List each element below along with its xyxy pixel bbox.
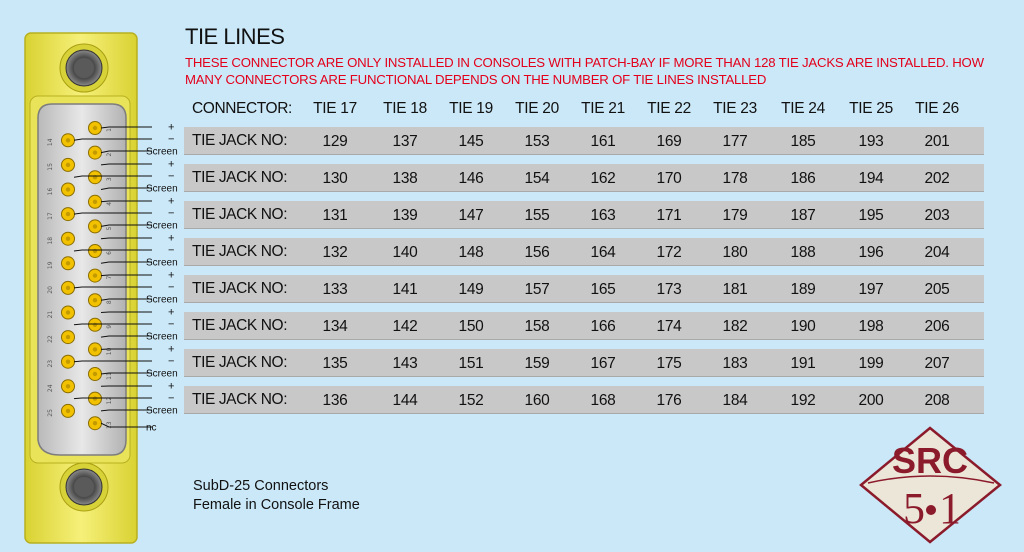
pin-18-hole [66, 237, 70, 241]
tie-jack-number: 140 [392, 244, 418, 261]
pin-number: 13 [106, 421, 113, 430]
pin-19-hole [66, 261, 70, 265]
row-label: TIE JACK NO: [192, 354, 288, 371]
tie-jack-number: 146 [458, 170, 484, 187]
pin-4-hole [93, 200, 97, 204]
tie-jack-number: 169 [656, 133, 682, 150]
channel-8-plus-label: + [168, 380, 175, 393]
tie-jack-number: 157 [524, 281, 550, 298]
tie-jack-number: 131 [322, 207, 348, 224]
column-header: TIE 20 [515, 100, 559, 117]
connector-header-label: CONNECTOR: [192, 100, 292, 117]
pin-13-hole [93, 421, 97, 425]
pin-1-hole [93, 126, 97, 130]
pin-24-hole [66, 384, 70, 388]
tie-jack-number: 171 [656, 207, 682, 224]
channel-8-screen-label: Screen [146, 405, 178, 417]
pin-number: 6 [106, 251, 113, 255]
tie-jack-number: 132 [322, 244, 348, 261]
channel-5-plus-label: + [168, 269, 175, 282]
pin-number: 11 [106, 372, 113, 380]
pin-number: 20 [47, 286, 54, 294]
tie-jack-number: 193 [858, 133, 884, 150]
channel-5-minus-label: − [168, 281, 175, 294]
tie-jack-number: 192 [790, 392, 816, 409]
pin-number: 5 [106, 226, 113, 231]
pin-number: 25 [47, 409, 54, 417]
channel-3-plus-label: + [168, 195, 175, 208]
row-label: TIE JACK NO: [192, 391, 288, 408]
tie-jack-number: 189 [790, 281, 816, 298]
tie-jack-number: 129 [322, 133, 348, 150]
pin-number: 15 [47, 163, 54, 171]
pin-number: 3 [106, 177, 113, 182]
pin-number: 17 [47, 212, 54, 220]
tie-jack-number: 139 [392, 207, 418, 224]
channel-2-minus-label: − [168, 170, 175, 183]
tie-jack-number: 160 [524, 392, 550, 409]
tie-jack-number: 152 [458, 392, 484, 409]
src-logo [858, 425, 1003, 545]
tie-jack-number: 194 [858, 170, 884, 187]
channel-5-screen-label: Screen [146, 294, 178, 306]
tie-jack-number: 162 [590, 170, 616, 187]
tie-jack-number: 186 [790, 170, 816, 187]
tie-jack-number: 179 [722, 207, 748, 224]
tie-jack-number: 161 [590, 133, 616, 150]
channel-4-screen-label: Screen [146, 257, 178, 269]
pin-number: 2 [106, 152, 113, 157]
tie-jack-number: 190 [790, 318, 816, 335]
logo-five-text: 5 [903, 484, 925, 533]
tie-jack-number: 205 [924, 281, 950, 298]
pin-number: 10 [106, 347, 113, 356]
tie-jack-number: 173 [656, 281, 682, 298]
pin-number: 9 [106, 324, 113, 329]
column-header: TIE 26 [915, 100, 959, 117]
channel-7-screen-label: Screen [146, 368, 178, 380]
tie-jack-number: 150 [458, 318, 484, 335]
pin-number: 18 [47, 236, 54, 245]
pin-15-hole [66, 163, 70, 167]
pin-20-hole [66, 286, 70, 290]
tie-jack-number: 174 [656, 318, 682, 335]
channel-4-plus-label: + [168, 232, 175, 245]
channel-6-plus-wire [101, 312, 152, 313]
pin-number: 21 [47, 310, 54, 319]
logo-src-text: SRC [891, 440, 969, 481]
channel-3-minus-label: − [168, 207, 175, 220]
channel-2-screen-label: Screen [146, 183, 178, 195]
row-label: TIE JACK NO: [192, 169, 288, 186]
tie-jack-number: 151 [458, 355, 484, 372]
channel-1-minus-label: − [168, 133, 175, 146]
tie-jack-number: 208 [924, 392, 950, 409]
tie-jack-number: 154 [524, 170, 550, 187]
pin-number: 23 [47, 359, 54, 368]
tie-jack-number: 191 [790, 355, 816, 372]
pin-23-hole [66, 360, 70, 364]
tie-jack-number: 141 [392, 281, 418, 298]
tie-jack-number: 145 [458, 133, 484, 150]
pin-12-hole [93, 396, 97, 400]
tie-jack-number: 155 [524, 207, 550, 224]
column-header: TIE 24 [781, 100, 825, 117]
channel-6-screen-label: Screen [146, 331, 178, 343]
tie-jack-number: 201 [924, 133, 950, 150]
tie-jack-number: 133 [322, 281, 348, 298]
tie-jack-number: 165 [590, 281, 616, 298]
tie-jack-number: 144 [392, 392, 418, 409]
tie-jack-number: 149 [458, 281, 484, 298]
tie-jack-number: 158 [524, 318, 550, 335]
column-header: TIE 17 [313, 100, 357, 117]
pin-22-hole [66, 335, 70, 339]
page-title: TIE LINES [185, 24, 285, 49]
channel-3-screen-label: Screen [146, 220, 178, 232]
column-header: TIE 23 [713, 100, 757, 117]
connector-caption [193, 477, 360, 515]
tie-jack-number: 181 [722, 281, 748, 298]
channel-1-plus-label: + [168, 121, 175, 134]
tie-jack-number: 153 [524, 133, 550, 150]
installation-note: THESE CONNECTOR ARE ONLY INSTALLED IN CONSOLES WITH PATCH-BAY IF MORE THAN 128 TIE JACKS ARE INSTALLED. HOW MANY CONNECTORS ARE FUNCTIONAL DEPENDS ON THE NUMBER OF TIE LINES INSTALLED [185, 55, 984, 87]
pin-number: 22 [47, 335, 54, 343]
tie-jack-number: 203 [924, 207, 950, 224]
pin-5-hole [93, 224, 97, 228]
tie-jack-number: 176 [656, 392, 682, 409]
channel-7-plus-label: + [168, 343, 175, 356]
tie-jack-number: 138 [392, 170, 418, 187]
pin-6-hole [93, 249, 97, 253]
tie-jack-number: 184 [722, 392, 748, 409]
tie-jack-number: 195 [858, 207, 884, 224]
pin-25-hole [66, 409, 70, 413]
subd25-connector-diagram [0, 0, 190, 552]
pin-10-hole [93, 347, 97, 351]
pin-8-hole [93, 298, 97, 302]
channel-2-plus-label: + [168, 158, 175, 171]
tie-jack-number: 147 [458, 207, 484, 224]
tie-jack-number: 135 [322, 355, 348, 372]
pin-13-nc-label: nc [146, 422, 157, 434]
tie-jack-number: 156 [524, 244, 550, 261]
channel-4-minus-label: − [168, 244, 175, 257]
caption-line-2: Female in Console Frame [193, 497, 360, 513]
pin-number: 4 [106, 201, 113, 206]
channel-8-minus-label: − [168, 392, 175, 405]
tie-jack-number: 148 [458, 244, 484, 261]
column-header: TIE 18 [383, 100, 427, 117]
caption-line-1: SubD-25 Connectors [193, 478, 329, 494]
pin-17-hole [66, 212, 70, 216]
tie-jack-number: 134 [322, 318, 348, 335]
tie-jack-number: 199 [858, 355, 884, 372]
pin-9-hole [93, 323, 97, 327]
tie-jack-number: 168 [590, 392, 616, 409]
tie-jack-number: 143 [392, 355, 418, 372]
tie-jack-number: 207 [924, 355, 950, 372]
pin-number: 19 [47, 261, 54, 270]
pin-number: 14 [47, 138, 54, 147]
pin-number: 24 [47, 384, 54, 393]
column-header: TIE 19 [449, 100, 493, 117]
pin-2-hole [93, 150, 97, 154]
channel-7-minus-label: − [168, 355, 175, 368]
tie-jack-number: 159 [524, 355, 550, 372]
tie-jack-number: 163 [590, 207, 616, 224]
tie-jack-number: 172 [656, 244, 682, 261]
tie-jack-number: 178 [722, 170, 748, 187]
pin-number: 8 [106, 300, 113, 305]
tie-jack-number: 167 [590, 355, 616, 372]
pin-number: 12 [106, 396, 113, 405]
tie-jack-number: 130 [322, 170, 348, 187]
tie-jack-number: 164 [590, 244, 616, 261]
tie-jack-number: 202 [924, 170, 950, 187]
column-header: TIE 25 [849, 100, 893, 117]
tie-jack-number: 177 [722, 133, 748, 150]
row-label: TIE JACK NO: [192, 132, 288, 149]
logo-one-text: 1 [939, 484, 961, 533]
channel-1-screen-label: Screen [146, 146, 178, 158]
column-header: TIE 21 [581, 100, 625, 117]
tie-jack-number: 204 [924, 244, 950, 261]
row-label: TIE JACK NO: [192, 280, 288, 297]
tie-jack-number: 196 [858, 244, 884, 261]
tie-jack-number: 198 [858, 318, 884, 335]
tie-jack-number: 142 [392, 318, 418, 335]
pin-number: 1 [106, 128, 113, 132]
tie-jack-number: 137 [392, 133, 418, 150]
row-label: TIE JACK NO: [192, 317, 288, 334]
tie-jack-number: 183 [722, 355, 748, 372]
row-label: TIE JACK NO: [192, 243, 288, 260]
pin-number: 7 [106, 275, 113, 280]
tie-jack-number: 136 [322, 392, 348, 409]
pin-number: 16 [47, 187, 54, 196]
row-label: TIE JACK NO: [192, 206, 288, 223]
tie-jack-number: 180 [722, 244, 748, 261]
pin-7-hole [93, 273, 97, 277]
tie-jack-number: 187 [790, 207, 816, 224]
pin-14-hole [66, 138, 70, 142]
tie-jack-number: 200 [858, 392, 884, 409]
tie-jack-number: 188 [790, 244, 816, 261]
tie-jack-number: 206 [924, 318, 950, 335]
tie-jack-number: 170 [656, 170, 682, 187]
screw-center-1 [74, 58, 94, 78]
tie-jack-number: 197 [858, 281, 884, 298]
column-header: TIE 22 [647, 100, 691, 117]
tie-jack-number: 185 [790, 133, 816, 150]
tie-jack-number: 175 [656, 355, 682, 372]
logo-dot [926, 505, 936, 515]
tie-jack-number: 182 [722, 318, 748, 335]
pin-21-hole [66, 310, 70, 314]
channel-6-plus-label: + [168, 306, 175, 319]
screw-center-2 [74, 477, 94, 497]
pin-16-hole [66, 187, 70, 191]
tie-jack-number: 166 [590, 318, 616, 335]
pin-11-hole [93, 372, 97, 376]
channel-6-minus-label: − [168, 318, 175, 331]
